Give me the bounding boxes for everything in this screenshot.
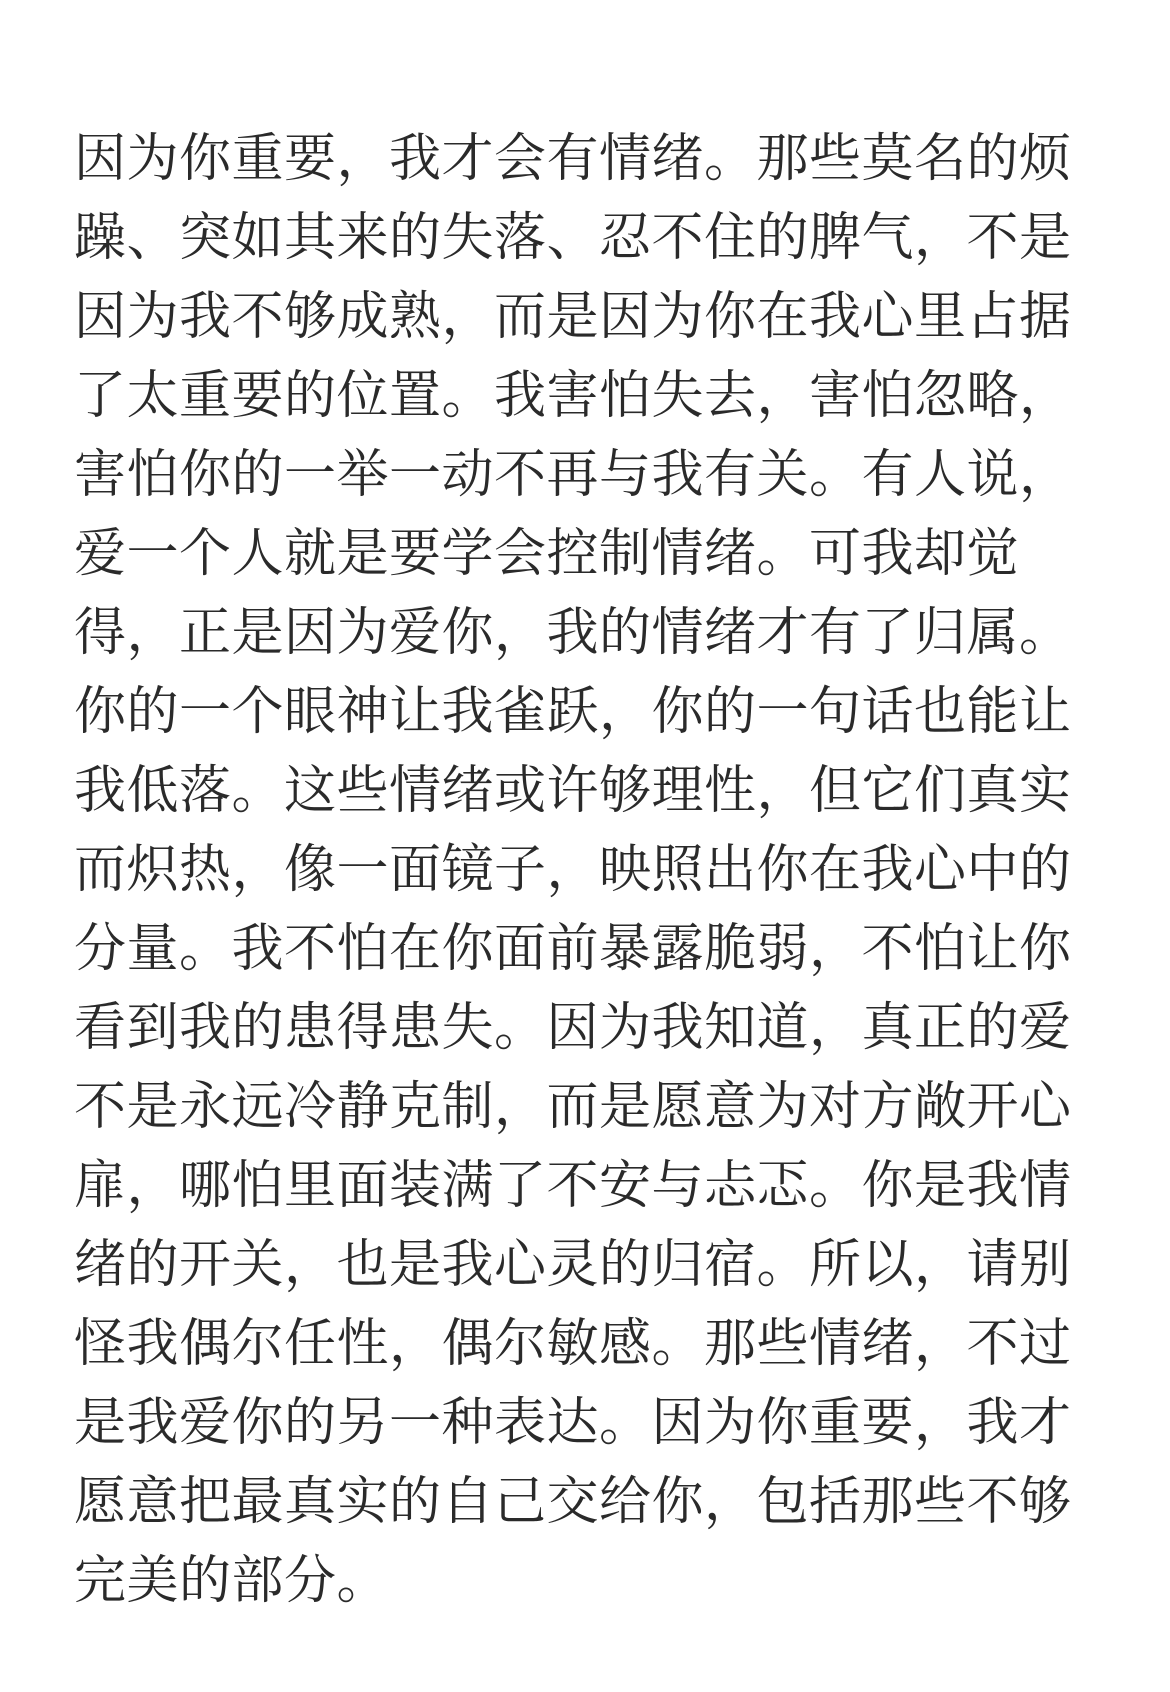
text-line-8: 你的一个眼神让我雀跃，你的一句话也能让 (74, 682, 1072, 742)
text-line-12: 看到我的患得患失。因为我知道，真正的爱 (74, 998, 1072, 1058)
text-line-3: 因为我不够成熟，而是因为你在我心里占据 (74, 287, 1072, 347)
text-line-1: 因为你重要，我才会有情绪。那些莫名的烦 (74, 129, 1072, 189)
text-line-14: 扉，哪怕里面装满了不安与忐忑。你是我情 (74, 1156, 1072, 1216)
text-line-17: 是我爱你的另一种表达。因为你重要，我才 (74, 1393, 1072, 1453)
paragraph (74, 120, 1084, 1621)
text-line-16: 怪我偶尔任性，偶尔敏感。那些情绪，不过 (74, 1314, 1072, 1374)
text-line-15: 绪的开关，也是我心灵的归宿。所以，请别 (74, 1235, 1072, 1295)
text-line-18: 愿意把最真实的自己交给你，包括那些不够 (74, 1472, 1072, 1532)
text-line-2: 躁、突如其来的失落、忍不住的脾气，不是 (74, 208, 1072, 268)
text-line-7: 得，正是因为爱你，我的情绪才有了归属。 (74, 603, 1072, 663)
text-line-6: 爱一个人就是要学会控制情绪。可我却觉 (74, 524, 1020, 584)
text-line-10: 而炽热，像一面镜子，映照出你在我心中的 (74, 840, 1072, 900)
text-line-5: 害怕你的一举一动不再与我有关。有人说， (74, 445, 1072, 505)
text-line-4: 了太重要的位置。我害怕失去，害怕忽略， (74, 366, 1072, 426)
text-line-9: 我低落。这些情绪或许够理性，但它们真实 (74, 761, 1072, 821)
text-line-19: 完美的部分。 (74, 1551, 390, 1611)
text-line-13: 不是永远冷静克制，而是愿意为对方敞开心 (74, 1077, 1072, 1137)
text-line-11: 分量。我不怕在你面前暴露脆弱，不怕让你 (74, 919, 1072, 979)
